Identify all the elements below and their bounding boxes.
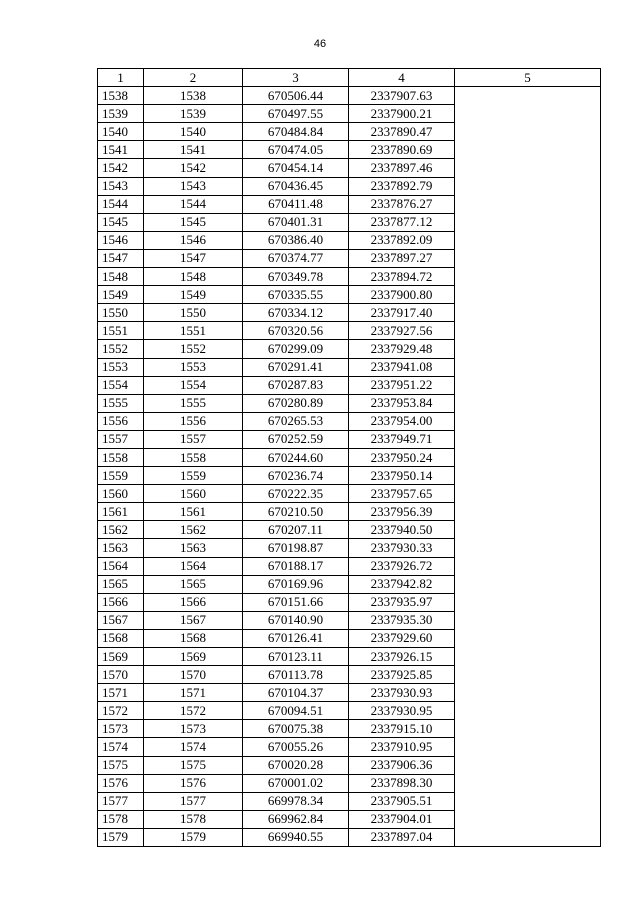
table-cell: 670210.50 xyxy=(243,503,349,521)
table-cell: 1554 xyxy=(144,376,243,394)
table-cell: 2337892.09 xyxy=(349,231,455,249)
table-cell: 2337935.30 xyxy=(349,611,455,629)
table-cell: 2337897.46 xyxy=(349,159,455,177)
table-cell: 1567 xyxy=(98,611,144,629)
table-cell: 1571 xyxy=(144,684,243,702)
table-cell: 2337910.95 xyxy=(349,738,455,756)
table-cell: 670188.17 xyxy=(243,557,349,575)
table-cell: 670222.35 xyxy=(243,485,349,503)
table-cell: 670320.56 xyxy=(243,322,349,340)
table-cell: 2337926.72 xyxy=(349,557,455,575)
table-cell: 1555 xyxy=(144,394,243,412)
table-cell: 2337954.00 xyxy=(349,412,455,430)
table-cell: 1563 xyxy=(144,539,243,557)
table-cell: 670126.41 xyxy=(243,629,349,647)
table-cell: 2337935.97 xyxy=(349,593,455,611)
table-cell: 2337894.72 xyxy=(349,268,455,286)
table-cell: 2337900.21 xyxy=(349,105,455,123)
table-cell: 1578 xyxy=(144,810,243,828)
table-cell: 1552 xyxy=(144,340,243,358)
table-cell: 1566 xyxy=(144,593,243,611)
table-cell: 1566 xyxy=(98,593,144,611)
table-cell: 2337904.01 xyxy=(349,810,455,828)
table-cell: 2337950.24 xyxy=(349,448,455,466)
table-cell: 1543 xyxy=(144,177,243,195)
table-cell: 1564 xyxy=(98,557,144,575)
table-cell: 670299.09 xyxy=(243,340,349,358)
table-cell: 670401.31 xyxy=(243,213,349,231)
table-cell: 1575 xyxy=(98,756,144,774)
table-cell: 670474.05 xyxy=(243,141,349,159)
table-cell: 2337906.36 xyxy=(349,756,455,774)
table-cell: 1542 xyxy=(144,159,243,177)
table-cell: 1557 xyxy=(144,430,243,448)
table-cell: 1558 xyxy=(144,448,243,466)
column-header: 4 xyxy=(349,69,455,87)
table-cell: 1576 xyxy=(144,774,243,792)
table-cell: 670335.55 xyxy=(243,286,349,304)
table-cell: 670291.41 xyxy=(243,358,349,376)
table-cell: 2337925.85 xyxy=(349,666,455,684)
table-cell: 1556 xyxy=(144,412,243,430)
table-cell: 1546 xyxy=(98,231,144,249)
table-cell: 1568 xyxy=(98,629,144,647)
table-cell: 1540 xyxy=(98,123,144,141)
column-header: 1 xyxy=(98,69,144,87)
table-cell: 1558 xyxy=(98,448,144,466)
table-cell: 2337897.27 xyxy=(349,249,455,267)
table-cell: 1555 xyxy=(98,394,144,412)
table-cell: 2337898.30 xyxy=(349,774,455,792)
table-cell: 1567 xyxy=(144,611,243,629)
table-cell: 670094.51 xyxy=(243,702,349,720)
table-cell: 1572 xyxy=(98,702,144,720)
table-cell: 1552 xyxy=(98,340,144,358)
table-cell: 1559 xyxy=(144,467,243,485)
table-cell: 670436.45 xyxy=(243,177,349,195)
table-cell: 1547 xyxy=(144,249,243,267)
table-cell: 1572 xyxy=(144,702,243,720)
table-cell: 1541 xyxy=(144,141,243,159)
table-cell: 1554 xyxy=(98,376,144,394)
table-cell: 1570 xyxy=(98,666,144,684)
table-cell: 1579 xyxy=(98,828,144,846)
table-cell: 670123.11 xyxy=(243,648,349,666)
table-cell: 1550 xyxy=(144,304,243,322)
table-cell: 1540 xyxy=(144,123,243,141)
table-cell: 1542 xyxy=(98,159,144,177)
table-cell: 1544 xyxy=(98,195,144,213)
table-cell: 1551 xyxy=(144,322,243,340)
table-cell: 1577 xyxy=(144,792,243,810)
table-cell: 670075.38 xyxy=(243,720,349,738)
table-cell: 2337900.80 xyxy=(349,286,455,304)
table-cell: 2337907.63 xyxy=(349,87,455,105)
table-cell: 2337929.60 xyxy=(349,629,455,647)
table-cell: 670497.55 xyxy=(243,105,349,123)
table-cell: 1570 xyxy=(144,666,243,684)
table-cell: 1560 xyxy=(98,485,144,503)
table-cell: 669978.34 xyxy=(243,792,349,810)
table-cell: 1562 xyxy=(144,521,243,539)
table-cell: 1565 xyxy=(144,575,243,593)
table-cell: 1573 xyxy=(144,720,243,738)
table-cell: 2337940.50 xyxy=(349,521,455,539)
table-cell: 670454.14 xyxy=(243,159,349,177)
table-cell: 670020.28 xyxy=(243,756,349,774)
table-cell: 1553 xyxy=(98,358,144,376)
table-cell: 1551 xyxy=(98,322,144,340)
table-cell: 670265.53 xyxy=(243,412,349,430)
table-cell: 2337897.04 xyxy=(349,828,455,846)
table-cell: 2337905.51 xyxy=(349,792,455,810)
table-cell: 670506.44 xyxy=(243,87,349,105)
table-cell: 1543 xyxy=(98,177,144,195)
table-cell: 2337957.65 xyxy=(349,485,455,503)
table-cell: 2337953.84 xyxy=(349,394,455,412)
table-cell: 1545 xyxy=(98,213,144,231)
table-cell: 670280.89 xyxy=(243,394,349,412)
table-cell: 1560 xyxy=(144,485,243,503)
table-cell: 1578 xyxy=(98,810,144,828)
table-cell: 1568 xyxy=(144,629,243,647)
table-cell: 1575 xyxy=(144,756,243,774)
table-cell: 670104.37 xyxy=(243,684,349,702)
table-cell: 2337929.48 xyxy=(349,340,455,358)
notes-cell xyxy=(455,87,601,847)
table-cell: 1548 xyxy=(144,268,243,286)
column-header: 5 xyxy=(455,69,601,87)
table-cell: 2337930.93 xyxy=(349,684,455,702)
table-cell: 1574 xyxy=(98,738,144,756)
table-cell: 2337877.12 xyxy=(349,213,455,231)
table-cell: 2337890.47 xyxy=(349,123,455,141)
table-cell: 2337927.56 xyxy=(349,322,455,340)
table-cell: 1547 xyxy=(98,249,144,267)
table-cell: 1574 xyxy=(144,738,243,756)
table-cell: 1561 xyxy=(98,503,144,521)
table-cell: 1538 xyxy=(144,87,243,105)
table-cell: 1541 xyxy=(98,141,144,159)
table-cell: 1559 xyxy=(98,467,144,485)
table-cell: 670207.11 xyxy=(243,521,349,539)
table-cell: 670349.78 xyxy=(243,268,349,286)
table-cell: 2337950.14 xyxy=(349,467,455,485)
table-cell: 2337956.39 xyxy=(349,503,455,521)
table-cell: 670236.74 xyxy=(243,467,349,485)
table-cell: 669940.55 xyxy=(243,828,349,846)
table-cell: 670484.84 xyxy=(243,123,349,141)
table-cell: 1545 xyxy=(144,213,243,231)
table-cell: 670287.83 xyxy=(243,376,349,394)
table-cell: 2337949.71 xyxy=(349,430,455,448)
table-cell: 2337917.40 xyxy=(349,304,455,322)
table-cell: 670140.90 xyxy=(243,611,349,629)
table-cell: 2337890.69 xyxy=(349,141,455,159)
table-cell: 1539 xyxy=(98,105,144,123)
table-cell: 1539 xyxy=(144,105,243,123)
table-cell: 670001.02 xyxy=(243,774,349,792)
table-cell: 1562 xyxy=(98,521,144,539)
table-cell: 670334.12 xyxy=(243,304,349,322)
table-cell: 1549 xyxy=(98,286,144,304)
table-cell: 669962.84 xyxy=(243,810,349,828)
table-cell: 670252.59 xyxy=(243,430,349,448)
table-cell: 2337915.10 xyxy=(349,720,455,738)
table-cell: 670244.60 xyxy=(243,448,349,466)
table-cell: 1557 xyxy=(98,430,144,448)
table-cell: 670151.66 xyxy=(243,593,349,611)
table-cell: 670374.77 xyxy=(243,249,349,267)
table-cell: 1561 xyxy=(144,503,243,521)
table-cell: 1546 xyxy=(144,231,243,249)
table-cell: 1549 xyxy=(144,286,243,304)
table-cell: 2337951.22 xyxy=(349,376,455,394)
table-cell: 1569 xyxy=(144,648,243,666)
table-cell: 1579 xyxy=(144,828,243,846)
table-cell: 670411.48 xyxy=(243,195,349,213)
table-cell: 670198.87 xyxy=(243,539,349,557)
column-header: 3 xyxy=(243,69,349,87)
table-body xyxy=(98,87,601,847)
table-cell: 1548 xyxy=(98,268,144,286)
page-number: 46 xyxy=(313,38,327,50)
column-header: 2 xyxy=(144,69,243,87)
table-cell: 1573 xyxy=(98,720,144,738)
table-cell: 670113.78 xyxy=(243,666,349,684)
table-cell: 1564 xyxy=(144,557,243,575)
table-cell: 1569 xyxy=(98,648,144,666)
table-cell: 2337876.27 xyxy=(349,195,455,213)
table-cell: 2337926.15 xyxy=(349,648,455,666)
table-cell: 670386.40 xyxy=(243,231,349,249)
table-cell: 1550 xyxy=(98,304,144,322)
table-cell: 1576 xyxy=(98,774,144,792)
table-cell: 670169.96 xyxy=(243,575,349,593)
header-row xyxy=(98,69,601,87)
table-cell: 1577 xyxy=(98,792,144,810)
table-cell: 1538 xyxy=(98,87,144,105)
table-cell: 1544 xyxy=(144,195,243,213)
table-cell: 1565 xyxy=(98,575,144,593)
table-cell: 1553 xyxy=(144,358,243,376)
table-cell: 1563 xyxy=(98,539,144,557)
table-row xyxy=(98,87,601,105)
table-cell: 2337930.33 xyxy=(349,539,455,557)
table-cell: 2337942.82 xyxy=(349,575,455,593)
table-cell: 2337892.79 xyxy=(349,177,455,195)
table-cell: 1571 xyxy=(98,684,144,702)
coordinates-table xyxy=(97,68,601,847)
table-cell: 1556 xyxy=(98,412,144,430)
table-cell: 2337941.08 xyxy=(349,358,455,376)
table-cell: 670055.26 xyxy=(243,738,349,756)
table-cell: 2337930.95 xyxy=(349,702,455,720)
